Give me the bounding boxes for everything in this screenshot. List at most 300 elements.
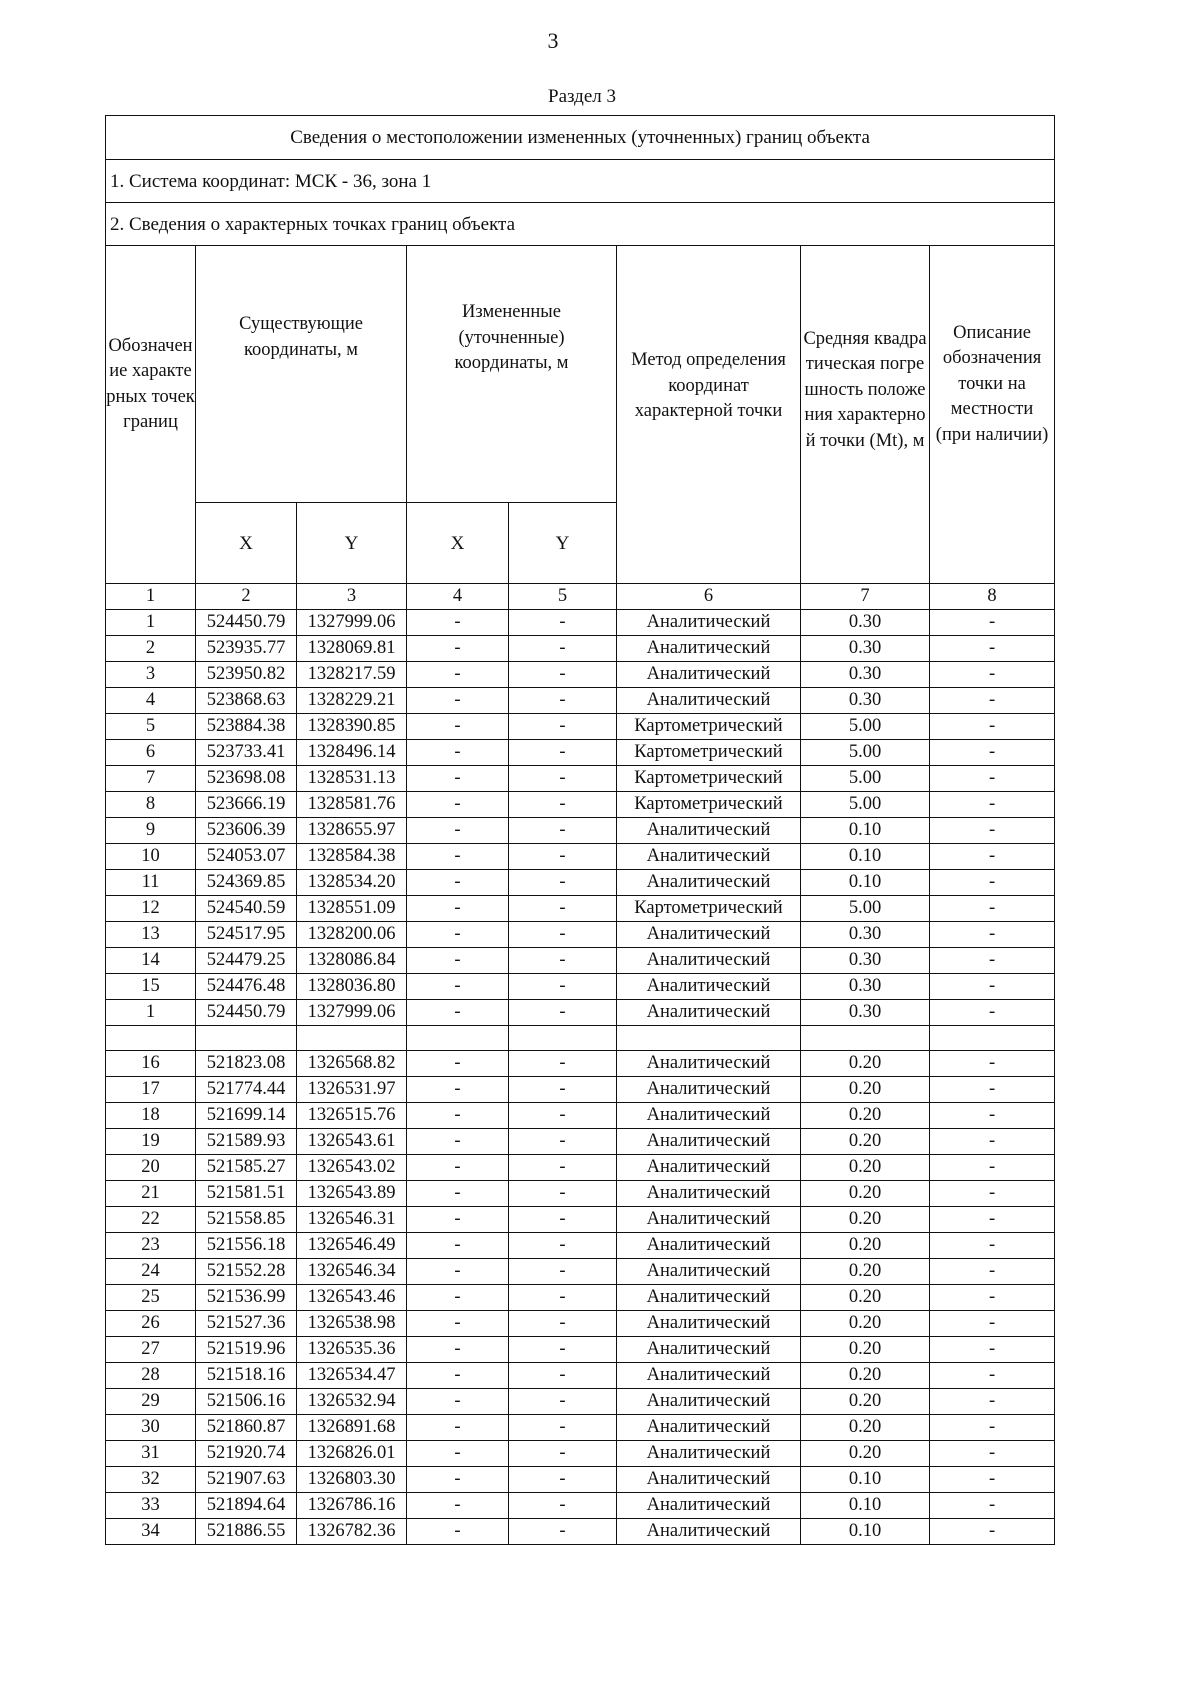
cell-point: 9: [106, 818, 196, 844]
cell-changed-y: -: [509, 740, 617, 766]
cell-existing-x: 521589.93: [196, 1129, 297, 1155]
header-existing-y: Y: [297, 503, 407, 584]
cell-point: 27: [106, 1337, 196, 1363]
cell-description: -: [930, 1285, 1055, 1311]
cell-method: Аналитический: [617, 948, 801, 974]
cell-changed-x: -: [407, 1441, 509, 1467]
cell-existing-y: 1328551.09: [297, 896, 407, 922]
table-row: [106, 818, 1055, 844]
header-existing-coords: Существующие координаты, м: [196, 246, 407, 503]
header-changed-y: Y: [509, 503, 617, 584]
cell-method: Аналитический: [617, 662, 801, 688]
cell-error: 5.00: [801, 766, 930, 792]
cell-existing-y: 1326803.30: [297, 1467, 407, 1493]
cell-existing-y: 1327999.06: [297, 610, 407, 636]
cell-changed-y: -: [509, 1103, 617, 1129]
cell-existing-y: 1328584.38: [297, 844, 407, 870]
cell-error: 0.20: [801, 1311, 930, 1337]
cell-point: 16: [106, 1051, 196, 1077]
cell-changed-x: -: [407, 636, 509, 662]
cell-existing-x: 521552.28: [196, 1259, 297, 1285]
cell-method: Аналитический: [617, 1389, 801, 1415]
table-row: [106, 1181, 1055, 1207]
cell-description: -: [930, 1519, 1055, 1545]
cell-existing-x: 523733.41: [196, 740, 297, 766]
cell-changed-x: -: [407, 1363, 509, 1389]
cell-error: 0.30: [801, 974, 930, 1000]
cell-description: -: [930, 636, 1055, 662]
cell-error: 5.00: [801, 896, 930, 922]
cell-error: 0.10: [801, 818, 930, 844]
table-row: [106, 1389, 1055, 1415]
cell-method: Картометрический: [617, 766, 801, 792]
empty-cell: [297, 1026, 407, 1051]
cell-existing-x: 521536.99: [196, 1285, 297, 1311]
cell-existing-y: 1326543.46: [297, 1285, 407, 1311]
cell-error: 0.20: [801, 1337, 930, 1363]
table-row: [106, 714, 1055, 740]
cell-changed-x: -: [407, 610, 509, 636]
table-row: [106, 1000, 1055, 1026]
cell-description: -: [930, 818, 1055, 844]
cell-error: 0.10: [801, 1519, 930, 1545]
cell-existing-x: 524369.85: [196, 870, 297, 896]
cell-error: 0.20: [801, 1285, 930, 1311]
column-number: 3: [297, 584, 407, 610]
cell-description: -: [930, 662, 1055, 688]
cell-existing-y: 1326532.94: [297, 1389, 407, 1415]
cell-point: 20: [106, 1155, 196, 1181]
cell-method: Аналитический: [617, 1519, 801, 1545]
cell-method: Аналитический: [617, 1363, 801, 1389]
empty-cell: [509, 1026, 617, 1051]
table-row: [106, 766, 1055, 792]
cell-changed-y: -: [509, 688, 617, 714]
cell-point: 30: [106, 1415, 196, 1441]
cell-point: 8: [106, 792, 196, 818]
cell-method: Аналитический: [617, 636, 801, 662]
cell-changed-x: -: [407, 688, 509, 714]
cell-changed-x: -: [407, 896, 509, 922]
cell-changed-x: -: [407, 1337, 509, 1363]
cell-existing-y: 1328086.84: [297, 948, 407, 974]
cell-existing-y: 1326782.36: [297, 1519, 407, 1545]
table-row: [106, 792, 1055, 818]
cell-error: 0.20: [801, 1077, 930, 1103]
cell-existing-y: 1326543.02: [297, 1155, 407, 1181]
cell-existing-x: 521585.27: [196, 1155, 297, 1181]
cell-existing-y: 1326534.47: [297, 1363, 407, 1389]
cell-point: 15: [106, 974, 196, 1000]
cell-changed-y: -: [509, 844, 617, 870]
cell-changed-y: -: [509, 1000, 617, 1026]
cell-changed-x: -: [407, 1077, 509, 1103]
cell-changed-y: -: [509, 1259, 617, 1285]
cell-existing-y: 1328217.59: [297, 662, 407, 688]
cell-point: 13: [106, 922, 196, 948]
cell-existing-y: 1326891.68: [297, 1415, 407, 1441]
cell-point: 14: [106, 948, 196, 974]
cell-description: -: [930, 870, 1055, 896]
cell-description: -: [930, 1207, 1055, 1233]
cell-existing-x: 521699.14: [196, 1103, 297, 1129]
cell-existing-y: 1328229.21: [297, 688, 407, 714]
cell-existing-y: 1328496.14: [297, 740, 407, 766]
table-row: [106, 688, 1055, 714]
cell-existing-y: 1328581.76: [297, 792, 407, 818]
cell-changed-y: -: [509, 1389, 617, 1415]
table-row: [106, 1077, 1055, 1103]
cell-existing-x: 524479.25: [196, 948, 297, 974]
table-row: [106, 1285, 1055, 1311]
cell-point: 1: [106, 610, 196, 636]
cell-description: -: [930, 1389, 1055, 1415]
cell-description: -: [930, 1415, 1055, 1441]
cell-changed-x: -: [407, 1051, 509, 1077]
header-designation: Обозначение характерных точек границ: [106, 246, 196, 584]
cell-error: 0.30: [801, 948, 930, 974]
cell-point: 3: [106, 662, 196, 688]
cell-error: 0.30: [801, 688, 930, 714]
table-row: [106, 1207, 1055, 1233]
cell-changed-y: -: [509, 974, 617, 1000]
cell-point: 2: [106, 636, 196, 662]
cell-method: Аналитический: [617, 870, 801, 896]
cell-method: Аналитический: [617, 922, 801, 948]
cell-changed-y: -: [509, 1519, 617, 1545]
cell-existing-y: 1328200.06: [297, 922, 407, 948]
cell-method: Аналитический: [617, 1077, 801, 1103]
cell-changed-y: -: [509, 1233, 617, 1259]
cell-error: 0.20: [801, 1181, 930, 1207]
empty-cell: [930, 1026, 1055, 1051]
cell-description: -: [930, 974, 1055, 1000]
cell-existing-x: 521519.96: [196, 1337, 297, 1363]
cell-method: Аналитический: [617, 1441, 801, 1467]
cell-changed-y: -: [509, 662, 617, 688]
cell-changed-y: -: [509, 1285, 617, 1311]
cell-description: -: [930, 1129, 1055, 1155]
cell-changed-x: -: [407, 1389, 509, 1415]
cell-existing-y: 1328531.13: [297, 766, 407, 792]
cell-point: 33: [106, 1493, 196, 1519]
cell-existing-y: 1326546.31: [297, 1207, 407, 1233]
cell-error: 0.30: [801, 610, 930, 636]
column-number: 4: [407, 584, 509, 610]
cell-existing-x: 523868.63: [196, 688, 297, 714]
cell-changed-y: -: [509, 1363, 617, 1389]
cell-changed-y: -: [509, 948, 617, 974]
table-row: [106, 974, 1055, 1000]
cell-changed-x: -: [407, 1467, 509, 1493]
cell-existing-y: 1326531.97: [297, 1077, 407, 1103]
cell-changed-x: -: [407, 1259, 509, 1285]
cell-existing-x: 523666.19: [196, 792, 297, 818]
empty-cell: [407, 1026, 509, 1051]
cell-method: Аналитический: [617, 1259, 801, 1285]
cell-description: -: [930, 844, 1055, 870]
table-row: [106, 610, 1055, 636]
cell-changed-x: -: [407, 844, 509, 870]
cell-existing-x: 524053.07: [196, 844, 297, 870]
cell-error: 5.00: [801, 740, 930, 766]
header-changed-x: X: [407, 503, 509, 584]
table-row: [106, 1519, 1055, 1545]
empty-cell: [196, 1026, 297, 1051]
cell-method: Аналитический: [617, 1311, 801, 1337]
empty-cell: [617, 1026, 801, 1051]
cell-existing-y: 1328036.80: [297, 974, 407, 1000]
boundary-points-table: [105, 115, 1055, 1545]
empty-cell: [106, 1026, 196, 1051]
cell-changed-y: -: [509, 1493, 617, 1519]
cell-error: 0.30: [801, 662, 930, 688]
cell-method: Аналитический: [617, 1129, 801, 1155]
cell-changed-x: -: [407, 818, 509, 844]
cell-changed-x: -: [407, 1207, 509, 1233]
header-description: Описание обозначения точки на местности (при наличии): [930, 246, 1055, 584]
cell-error: 0.20: [801, 1155, 930, 1181]
cell-method: Аналитический: [617, 1051, 801, 1077]
cell-existing-x: 521894.64: [196, 1493, 297, 1519]
cell-point: 22: [106, 1207, 196, 1233]
cell-method: Картометрический: [617, 896, 801, 922]
cell-changed-y: -: [509, 1311, 617, 1337]
cell-method: Аналитический: [617, 1337, 801, 1363]
column-number: 1: [106, 584, 196, 610]
cell-description: -: [930, 740, 1055, 766]
column-number-row: [106, 584, 1055, 610]
table-row: [106, 1259, 1055, 1285]
cell-changed-y: -: [509, 1207, 617, 1233]
cell-existing-x: 523935.77: [196, 636, 297, 662]
cell-existing-x: 523884.38: [196, 714, 297, 740]
cell-method: Аналитический: [617, 1207, 801, 1233]
page-number: 3: [547, 28, 559, 53]
cell-changed-y: -: [509, 1415, 617, 1441]
cell-existing-x: 523950.82: [196, 662, 297, 688]
cell-error: 0.20: [801, 1103, 930, 1129]
cell-method: Аналитический: [617, 818, 801, 844]
cell-method: Аналитический: [617, 1155, 801, 1181]
cell-existing-y: 1326535.36: [297, 1337, 407, 1363]
cell-existing-x: 523698.08: [196, 766, 297, 792]
cell-method: Аналитический: [617, 1000, 801, 1026]
cell-changed-x: -: [407, 1000, 509, 1026]
cell-description: -: [930, 922, 1055, 948]
cell-changed-y: -: [509, 766, 617, 792]
cell-existing-y: 1328534.20: [297, 870, 407, 896]
table-row: [106, 1337, 1055, 1363]
cell-method: Аналитический: [617, 1467, 801, 1493]
cell-point: 17: [106, 1077, 196, 1103]
cell-point: 28: [106, 1363, 196, 1389]
header-method: Метод определения координат характерной точки: [617, 246, 801, 584]
table-row: [106, 1467, 1055, 1493]
cell-point: 18: [106, 1103, 196, 1129]
column-number: 2: [196, 584, 297, 610]
cell-existing-y: 1326543.89: [297, 1181, 407, 1207]
cell-description: -: [930, 1311, 1055, 1337]
cell-changed-x: -: [407, 974, 509, 1000]
cell-point: 26: [106, 1311, 196, 1337]
table-row: [106, 636, 1055, 662]
cell-method: Аналитический: [617, 1285, 801, 1311]
cell-existing-x: 524540.59: [196, 896, 297, 922]
cell-error: 0.20: [801, 1259, 930, 1285]
cell-existing-y: 1326568.82: [297, 1051, 407, 1077]
column-number: 5: [509, 584, 617, 610]
table-row: [106, 1103, 1055, 1129]
cell-error: 0.10: [801, 1467, 930, 1493]
cell-existing-y: 1328655.97: [297, 818, 407, 844]
cell-existing-y: 1328069.81: [297, 636, 407, 662]
cell-error: 0.10: [801, 1493, 930, 1519]
cell-description: -: [930, 1259, 1055, 1285]
cell-description: -: [930, 766, 1055, 792]
cell-description: -: [930, 1493, 1055, 1519]
cell-error: 5.00: [801, 714, 930, 740]
cell-existing-y: 1326786.16: [297, 1493, 407, 1519]
cell-point: 31: [106, 1441, 196, 1467]
cell-description: -: [930, 610, 1055, 636]
cell-point: 19: [106, 1129, 196, 1155]
cell-method: Аналитический: [617, 974, 801, 1000]
cell-description: -: [930, 688, 1055, 714]
section-label: Раздел 3: [548, 86, 616, 107]
cell-changed-x: -: [407, 766, 509, 792]
table-row: [106, 922, 1055, 948]
cell-description: -: [930, 1363, 1055, 1389]
cell-changed-y: -: [509, 1129, 617, 1155]
cell-existing-x: 523606.39: [196, 818, 297, 844]
cell-changed-x: -: [407, 662, 509, 688]
cell-description: -: [930, 792, 1055, 818]
cell-changed-y: -: [509, 922, 617, 948]
cell-changed-y: -: [509, 870, 617, 896]
table-row: [106, 1415, 1055, 1441]
cell-existing-y: 1326515.76: [297, 1103, 407, 1129]
column-number: 8: [930, 584, 1055, 610]
table-row: [106, 896, 1055, 922]
cell-existing-y: 1326826.01: [297, 1441, 407, 1467]
points-section-heading: 2. Сведения о характерных точках границ объекта: [106, 203, 1055, 246]
cell-changed-x: -: [407, 1519, 509, 1545]
cell-changed-x: -: [407, 1103, 509, 1129]
cell-point: 34: [106, 1519, 196, 1545]
cell-changed-x: -: [407, 1311, 509, 1337]
table-row: [106, 1155, 1055, 1181]
empty-cell: [801, 1026, 930, 1051]
cell-point: 1: [106, 1000, 196, 1026]
cell-point: 4: [106, 688, 196, 714]
table-row: [106, 662, 1055, 688]
cell-method: Картометрический: [617, 740, 801, 766]
cell-error: 0.30: [801, 1000, 930, 1026]
cell-changed-y: -: [509, 610, 617, 636]
cell-error: 0.20: [801, 1389, 930, 1415]
table-title: Сведения о местоположении измененных (уточненных) границ объекта: [106, 116, 1055, 160]
cell-error: 0.20: [801, 1441, 930, 1467]
cell-existing-x: 524517.95: [196, 922, 297, 948]
column-number: 6: [617, 584, 801, 610]
cell-method: Аналитический: [617, 1181, 801, 1207]
cell-existing-y: 1326538.98: [297, 1311, 407, 1337]
table-row: [106, 1129, 1055, 1155]
table-row: [106, 870, 1055, 896]
cell-point: 12: [106, 896, 196, 922]
cell-error: 0.20: [801, 1363, 930, 1389]
cell-method: Картометрический: [617, 792, 801, 818]
cell-method: Аналитический: [617, 1233, 801, 1259]
cell-point: 29: [106, 1389, 196, 1415]
cell-description: -: [930, 1441, 1055, 1467]
cell-changed-y: -: [509, 1155, 617, 1181]
cell-point: 23: [106, 1233, 196, 1259]
cell-existing-y: 1326543.61: [297, 1129, 407, 1155]
cell-point: 24: [106, 1259, 196, 1285]
cell-changed-x: -: [407, 792, 509, 818]
cell-existing-x: 521774.44: [196, 1077, 297, 1103]
table-row: [106, 1233, 1055, 1259]
cell-error: 0.10: [801, 844, 930, 870]
cell-existing-x: 521556.18: [196, 1233, 297, 1259]
cell-changed-y: -: [509, 1181, 617, 1207]
table-row: [106, 948, 1055, 974]
cell-changed-y: -: [509, 792, 617, 818]
cell-existing-x: 521920.74: [196, 1441, 297, 1467]
cell-point: 32: [106, 1467, 196, 1493]
cell-description: -: [930, 1467, 1055, 1493]
cell-method: Аналитический: [617, 1415, 801, 1441]
cell-existing-y: 1328390.85: [297, 714, 407, 740]
cell-existing-x: 521527.36: [196, 1311, 297, 1337]
cell-method: Аналитический: [617, 688, 801, 714]
cell-existing-y: 1326546.34: [297, 1259, 407, 1285]
cell-changed-x: -: [407, 740, 509, 766]
cell-existing-x: 521581.51: [196, 1181, 297, 1207]
cell-description: -: [930, 948, 1055, 974]
cell-point: 5: [106, 714, 196, 740]
table-row: [106, 1363, 1055, 1389]
cell-point: 11: [106, 870, 196, 896]
cell-description: -: [930, 1077, 1055, 1103]
header-existing-x: X: [196, 503, 297, 584]
cell-description: -: [930, 1051, 1055, 1077]
cell-error: 0.20: [801, 1207, 930, 1233]
cell-error: 0.20: [801, 1129, 930, 1155]
cell-changed-y: -: [509, 636, 617, 662]
cell-error: 0.20: [801, 1051, 930, 1077]
cell-error: 0.30: [801, 922, 930, 948]
cell-point: 6: [106, 740, 196, 766]
cell-existing-x: 521518.16: [196, 1363, 297, 1389]
cell-description: -: [930, 1233, 1055, 1259]
table-row: [106, 740, 1055, 766]
cell-changed-y: -: [509, 1467, 617, 1493]
cell-existing-x: 524450.79: [196, 1000, 297, 1026]
cell-changed-x: -: [407, 1233, 509, 1259]
table-row: [106, 1051, 1055, 1077]
cell-error: 0.10: [801, 870, 930, 896]
cell-changed-x: -: [407, 1285, 509, 1311]
cell-existing-x: 521907.63: [196, 1467, 297, 1493]
cell-error: 5.00: [801, 792, 930, 818]
cell-method: Аналитический: [617, 844, 801, 870]
cell-description: -: [930, 1000, 1055, 1026]
header-error: Средняя квадратическая погрешность положения характерной точки (Mt), м: [801, 246, 930, 584]
cell-description: -: [930, 1181, 1055, 1207]
